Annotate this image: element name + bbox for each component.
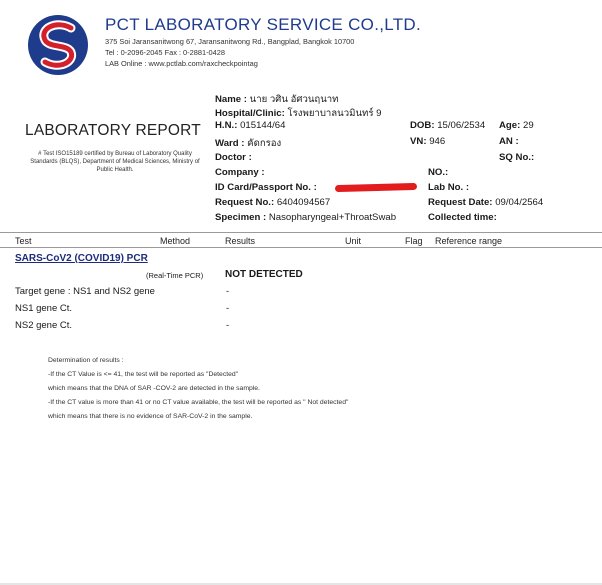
request-no-row xyxy=(215,197,330,208)
ward-label: Ward : xyxy=(215,138,245,149)
hn-value: 015144/64 xyxy=(240,120,286,131)
doctor-label: Doctor : xyxy=(215,152,252,163)
main-result: NOT DETECTED xyxy=(225,269,303,280)
sq-label: SQ No.: xyxy=(499,152,535,163)
determination-heading: Determination of results : xyxy=(48,357,124,364)
request-date-value: 09/04/2564 xyxy=(495,197,544,208)
ward-row xyxy=(215,136,281,151)
company-name: PCT LABORATORY SERVICE CO.,LTD. xyxy=(105,15,422,34)
dob-label: DOB: xyxy=(410,120,435,131)
col-results: Results xyxy=(225,236,256,246)
name-value: นาย วศิน อัศวนฤนาท xyxy=(249,94,339,105)
lab-no-row xyxy=(428,182,469,193)
request-date-label: Request Date: xyxy=(428,197,493,208)
specimen-value: Nasopharyngeal+ThroatSwab xyxy=(268,212,397,223)
company-phone-fax: Tel : 0-2096-2045 Fax : 0-2881-0428 xyxy=(105,48,225,57)
specimen-row xyxy=(215,212,396,223)
lab-no-label: Lab No. : xyxy=(428,182,470,193)
determination-line: which means that there is no evidence of SAR-CoV-2 in the sample. xyxy=(48,413,253,420)
request-no-label: Request No.: xyxy=(215,197,275,208)
determination-line: -If the CT value is more than 41 or no CT value available, the test will be reported as " Not detected" xyxy=(48,399,349,406)
table-header-divider xyxy=(0,247,602,248)
test-section-title: SARS-CoV2 (COVID19) PCR xyxy=(15,253,148,264)
collected-label: Collected time: xyxy=(428,212,497,223)
an-row xyxy=(499,136,519,147)
vn-value: 946 xyxy=(429,136,446,147)
name-label: Name : xyxy=(215,94,247,105)
certification-note: # Test ISO15189 certified by Bureau of Laboratory Quality Standards (BLQS), Department of Medical Sciences, Ministry of Public Health. xyxy=(30,151,200,173)
result-row-test: NS1 gene Ct. xyxy=(15,303,73,314)
pct-logo-icon xyxy=(27,14,89,76)
an-label: AN : xyxy=(499,136,519,147)
col-flag: Flag xyxy=(405,236,423,246)
result-row-value: - xyxy=(226,320,230,331)
determination-line: which means that the DNA of SAR -COV-2 are detected in the sample. xyxy=(48,385,260,392)
specimen-label: Specimen : xyxy=(215,212,267,223)
hospital-label: Hospital/Clinic: xyxy=(215,108,285,119)
vn-row xyxy=(410,136,445,147)
collected-row xyxy=(428,212,497,223)
result-row-value: - xyxy=(226,286,230,297)
test-method: (Real-Time PCR) xyxy=(146,271,204,280)
company-label: Company : xyxy=(215,167,265,178)
company-row xyxy=(215,167,265,178)
result-row-test: Target gene : NS1 and NS2 gene xyxy=(15,286,155,297)
col-test: Test xyxy=(15,236,32,246)
no-row xyxy=(428,167,448,178)
redaction-mark xyxy=(335,183,417,192)
table-top-divider xyxy=(0,232,602,233)
doctor-row xyxy=(215,152,252,163)
age-label: Age: xyxy=(499,120,521,131)
result-row-test: NS2 gene Ct. xyxy=(15,320,73,331)
determination-line: -If the CT Value is <= 41, the test will be reported as "Detected" xyxy=(48,371,239,378)
no-label: NO.: xyxy=(428,167,449,178)
company-address: 375 Soi Jaransanitwong 67, Jaransanitwong Rd., Bangplad, Bangkok 10700 xyxy=(105,37,355,46)
sq-row xyxy=(499,152,534,163)
age-row xyxy=(499,120,534,131)
company-lab-online: LAB Online : www.pctlab.com/raxcheckpointag xyxy=(105,59,258,68)
patient-name-row xyxy=(215,92,338,107)
id-label: ID Card/Passport No. : xyxy=(215,182,317,193)
hn-label: H.N.: xyxy=(215,120,238,131)
dob-value: 15/06/2534 xyxy=(437,120,486,131)
request-no-value: 6404094567 xyxy=(276,197,331,208)
hospital-value: โรงพยาบาลนวมินทร์ 9 xyxy=(287,108,382,119)
hn-row xyxy=(215,120,285,131)
request-date-row xyxy=(428,197,543,208)
id-row xyxy=(215,182,317,193)
vn-label: VN: xyxy=(410,136,427,147)
result-row-value: - xyxy=(226,303,230,314)
ward-value: คัดกรอง xyxy=(247,138,282,149)
col-unit: Unit xyxy=(345,236,362,246)
col-method: Method xyxy=(160,236,191,246)
hospital-row xyxy=(215,106,381,121)
age-value: 29 xyxy=(523,120,534,131)
report-title: LABORATORY REPORT xyxy=(25,122,201,139)
dob-row xyxy=(410,120,485,131)
col-reference: Reference range xyxy=(435,236,503,246)
